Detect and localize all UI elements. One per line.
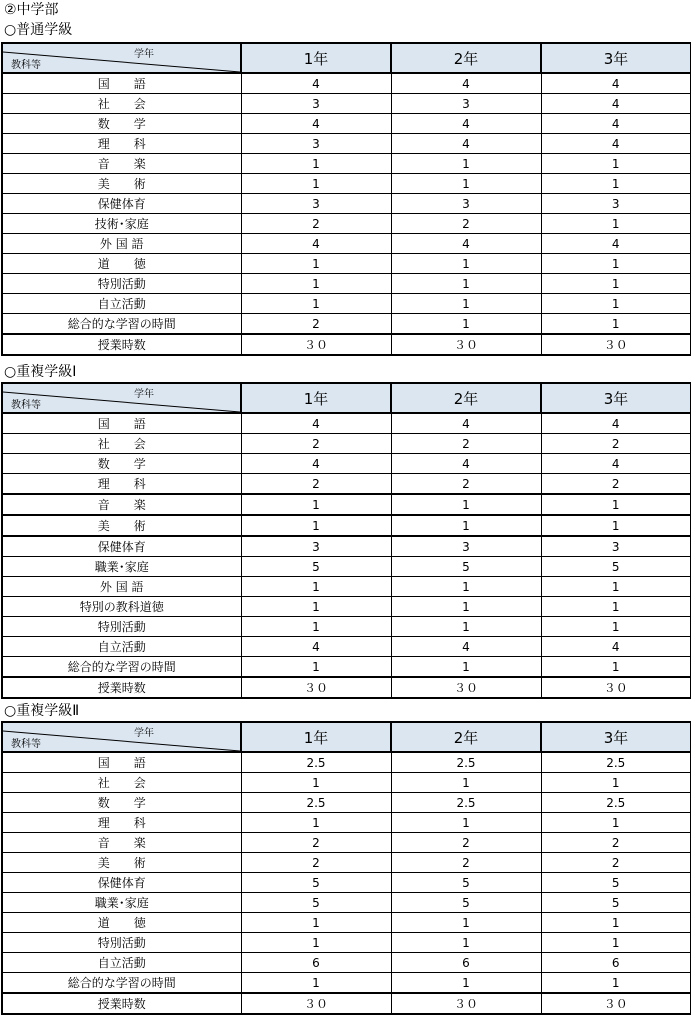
value-cell: 1 (241, 174, 391, 194)
value-cell: 4 (241, 637, 391, 657)
value-cell: 1 (391, 617, 541, 637)
value-cell: 5 (541, 557, 691, 577)
value-cell: 4 (391, 637, 541, 657)
subject-cell: 美 術 (2, 515, 241, 536)
timetable-general (1, 42, 691, 356)
value-cell: 1 (541, 913, 691, 933)
subject-cell: 職業･家庭 (2, 557, 241, 577)
value-cell: 1 (241, 773, 391, 793)
value-cell: 1 (541, 214, 691, 234)
table-row (2, 73, 691, 94)
value-cell: 2 (241, 314, 391, 335)
subject-cell: 総合的な学習の時間 (2, 657, 241, 678)
subject-cell: 音 楽 (2, 154, 241, 174)
value-cell: 3 (391, 94, 541, 114)
value-cell: 2 (391, 853, 541, 873)
subject-cell: 総合的な学習の時間 (2, 973, 241, 994)
grade-header: 3年 (541, 43, 691, 73)
grade-header: 2年 (391, 43, 541, 73)
value-cell: 1 (541, 274, 691, 294)
value-cell: 4 (541, 454, 691, 474)
subject-cell: 社 会 (2, 773, 241, 793)
subject-cell: 数 学 (2, 114, 241, 134)
table-row (2, 114, 691, 134)
grade-header-label: 学年 (134, 49, 154, 60)
total-label: 授業時数 (2, 334, 241, 355)
subject-cell: 理 科 (2, 474, 241, 495)
grade-header: 2年 (391, 722, 541, 752)
value-cell: 1 (241, 294, 391, 314)
subject-cell: 自立活動 (2, 637, 241, 657)
value-cell: 2.5 (241, 793, 391, 813)
grade-header: 1年 (241, 43, 391, 73)
value-cell: 6 (241, 953, 391, 973)
value-cell: 2 (391, 474, 541, 495)
timetable-multiple-2 (1, 721, 691, 1015)
value-cell: 1 (241, 657, 391, 678)
value-cell: 4 (241, 454, 391, 474)
table-row (2, 873, 691, 893)
table-row (2, 294, 691, 314)
value-cell: 4 (541, 114, 691, 134)
table-row (2, 454, 691, 474)
total-label: 授業時数 (2, 677, 241, 698)
header-row (2, 43, 691, 73)
value-cell: 3 (241, 194, 391, 214)
section-title: ○重複学級Ⅰ (4, 364, 77, 380)
value-cell: 1 (241, 254, 391, 274)
value-cell: 3 (391, 536, 541, 557)
subject-cell: 保健体育 (2, 194, 241, 214)
value-cell: 4 (541, 73, 691, 94)
corner-header (2, 383, 241, 413)
value-cell: 1 (391, 933, 541, 953)
table-row (2, 254, 691, 274)
grade-header: 1年 (241, 383, 391, 413)
value-cell: 1 (391, 813, 541, 833)
page-title: ②中学部 (4, 2, 59, 18)
value-cell: 1 (391, 913, 541, 933)
table-row (2, 474, 691, 495)
value-cell: 2 (241, 853, 391, 873)
subject-cell: 社 会 (2, 94, 241, 114)
value-cell: 6 (541, 953, 691, 973)
value-cell: 1 (241, 597, 391, 617)
value-cell: 2.5 (241, 752, 391, 773)
value-cell: 5 (391, 893, 541, 913)
value-cell: 5 (391, 873, 541, 893)
subject-cell: 美 術 (2, 174, 241, 194)
table-row (2, 174, 691, 194)
value-cell: 1 (541, 174, 691, 194)
table-row (2, 234, 691, 254)
subject-cell: 技術･家庭 (2, 214, 241, 234)
value-cell: 1 (241, 274, 391, 294)
value-cell: 4 (241, 234, 391, 254)
table-row (2, 617, 691, 637)
value-cell: 1 (541, 773, 691, 793)
value-cell: 2 (241, 474, 391, 495)
table-row (2, 657, 691, 678)
value-cell: 1 (541, 973, 691, 994)
value-cell: 1 (541, 515, 691, 536)
total-cell: ３０ (241, 677, 391, 698)
subject-cell: 国 語 (2, 413, 241, 434)
value-cell: 1 (391, 657, 541, 678)
section-title: ○重複学級Ⅱ (4, 703, 80, 719)
table-row (2, 274, 691, 294)
value-cell: 2 (541, 853, 691, 873)
value-cell: 4 (391, 234, 541, 254)
grade-header-label: 学年 (134, 728, 154, 739)
table-row (2, 893, 691, 913)
table-row (2, 597, 691, 617)
grade-header: 2年 (391, 383, 541, 413)
value-cell: 3 (241, 94, 391, 114)
value-cell: 4 (541, 413, 691, 434)
total-cell: ３０ (541, 334, 691, 355)
value-cell: 2 (241, 214, 391, 234)
value-cell: 1 (541, 314, 691, 335)
value-cell: 2.5 (541, 752, 691, 773)
value-cell: 2.5 (541, 793, 691, 813)
value-cell: 2.5 (391, 752, 541, 773)
value-cell: 6 (391, 953, 541, 973)
value-cell: 2 (391, 434, 541, 454)
value-cell: 1 (391, 494, 541, 515)
table-row (2, 194, 691, 214)
value-cell: 2 (541, 474, 691, 495)
value-cell: 4 (541, 637, 691, 657)
subject-cell: 外 国 語 (2, 577, 241, 597)
table-row (2, 413, 691, 434)
value-cell: 1 (241, 515, 391, 536)
total-cell: ３０ (391, 993, 541, 1014)
value-cell: 4 (391, 73, 541, 94)
subject-header-label: 教科等 (11, 739, 41, 750)
corner-header (2, 722, 241, 752)
total-row (2, 993, 691, 1014)
subject-cell: 数 学 (2, 793, 241, 813)
total-label: 授業時数 (2, 993, 241, 1014)
total-cell: ３０ (541, 677, 691, 698)
subject-cell: 総合的な学習の時間 (2, 314, 241, 335)
grade-header: 3年 (541, 383, 691, 413)
subject-cell: 理 科 (2, 813, 241, 833)
table-row (2, 853, 691, 873)
value-cell: 1 (541, 933, 691, 953)
table-row (2, 536, 691, 557)
value-cell: 1 (541, 577, 691, 597)
corner-header (2, 43, 241, 73)
table-row (2, 793, 691, 813)
value-cell: 5 (541, 893, 691, 913)
value-cell: 1 (391, 515, 541, 536)
table-row (2, 214, 691, 234)
value-cell: 1 (541, 254, 691, 274)
table-row (2, 577, 691, 597)
value-cell: 1 (391, 174, 541, 194)
value-cell: 4 (541, 94, 691, 114)
value-cell: 1 (541, 154, 691, 174)
header-row (2, 383, 691, 413)
timetable-multiple-1 (1, 382, 691, 699)
value-cell: 5 (241, 873, 391, 893)
table-row (2, 434, 691, 454)
subject-cell: 職業･家庭 (2, 893, 241, 913)
value-cell: 1 (541, 597, 691, 617)
value-cell: 2 (391, 214, 541, 234)
value-cell: 4 (541, 234, 691, 254)
value-cell: 1 (241, 973, 391, 994)
value-cell: 1 (391, 274, 541, 294)
value-cell: 3 (541, 536, 691, 557)
value-cell: 2 (541, 833, 691, 853)
value-cell: 4 (241, 114, 391, 134)
subject-cell: 道 徳 (2, 913, 241, 933)
value-cell: 4 (391, 454, 541, 474)
value-cell: 1 (241, 494, 391, 515)
subject-cell: 国 語 (2, 752, 241, 773)
grade-header-label: 学年 (134, 389, 154, 400)
value-cell: 1 (241, 154, 391, 174)
table-row (2, 154, 691, 174)
subject-cell: 保健体育 (2, 536, 241, 557)
subject-cell: 特別活動 (2, 617, 241, 637)
value-cell: 3 (541, 194, 691, 214)
subject-header-label: 教科等 (11, 60, 41, 71)
subject-cell: 外 国 語 (2, 234, 241, 254)
total-cell: ３０ (391, 677, 541, 698)
value-cell: 1 (541, 294, 691, 314)
total-cell: ３０ (391, 334, 541, 355)
header-row (2, 722, 691, 752)
value-cell: 1 (391, 577, 541, 597)
value-cell: 2 (391, 833, 541, 853)
value-cell: 2.5 (391, 793, 541, 813)
subject-cell: 特別活動 (2, 274, 241, 294)
value-cell: 3 (391, 194, 541, 214)
table-row (2, 752, 691, 773)
value-cell: 1 (541, 617, 691, 637)
subject-cell: 自立活動 (2, 294, 241, 314)
value-cell: 1 (241, 813, 391, 833)
table-row (2, 813, 691, 833)
subject-cell: 道 徳 (2, 254, 241, 274)
value-cell: 1 (391, 154, 541, 174)
value-cell: 1 (541, 657, 691, 678)
subject-cell: 数 学 (2, 454, 241, 474)
value-cell: 2 (241, 833, 391, 853)
subject-cell: 音 楽 (2, 494, 241, 515)
value-cell: 3 (241, 536, 391, 557)
subject-cell: 自立活動 (2, 953, 241, 973)
table-row (2, 557, 691, 577)
total-cell: ３０ (541, 993, 691, 1014)
table-row (2, 494, 691, 515)
table-row (2, 94, 691, 114)
subject-cell: 特別の教科道徳 (2, 597, 241, 617)
value-cell: 4 (391, 114, 541, 134)
value-cell: 1 (391, 254, 541, 274)
value-cell: 1 (391, 314, 541, 335)
value-cell: 1 (391, 294, 541, 314)
table-row (2, 833, 691, 853)
value-cell: 1 (391, 973, 541, 994)
value-cell: 5 (241, 557, 391, 577)
value-cell: 4 (391, 413, 541, 434)
value-cell: 2 (541, 434, 691, 454)
value-cell: 1 (241, 617, 391, 637)
value-cell: 5 (241, 893, 391, 913)
total-row (2, 677, 691, 698)
value-cell: 1 (241, 913, 391, 933)
value-cell: 4 (241, 413, 391, 434)
subject-cell: 保健体育 (2, 873, 241, 893)
subject-cell: 理 科 (2, 134, 241, 154)
table-row (2, 637, 691, 657)
section-title: ○普通学級 (4, 22, 73, 38)
value-cell: 1 (541, 494, 691, 515)
value-cell: 5 (541, 873, 691, 893)
value-cell: 2 (241, 434, 391, 454)
table-row (2, 953, 691, 973)
value-cell: 4 (541, 134, 691, 154)
table-row (2, 773, 691, 793)
table-row (2, 973, 691, 994)
value-cell: 4 (391, 134, 541, 154)
subject-cell: 特別活動 (2, 933, 241, 953)
table-row (2, 913, 691, 933)
value-cell: 4 (241, 73, 391, 94)
table-row (2, 314, 691, 335)
value-cell: 1 (241, 577, 391, 597)
grade-header: 1年 (241, 722, 391, 752)
table-row (2, 515, 691, 536)
subject-cell: 美 術 (2, 853, 241, 873)
total-row (2, 334, 691, 355)
table-row (2, 933, 691, 953)
subject-cell: 社 会 (2, 434, 241, 454)
value-cell: 3 (241, 134, 391, 154)
subject-cell: 音 楽 (2, 833, 241, 853)
total-cell: ３０ (241, 993, 391, 1014)
value-cell: 1 (241, 933, 391, 953)
value-cell: 1 (541, 813, 691, 833)
total-cell: ３０ (241, 334, 391, 355)
grade-header: 3年 (541, 722, 691, 752)
subject-cell: 国 語 (2, 73, 241, 94)
value-cell: 5 (391, 557, 541, 577)
value-cell: 1 (391, 773, 541, 793)
table-row (2, 134, 691, 154)
subject-header-label: 教科等 (11, 400, 41, 411)
value-cell: 1 (391, 597, 541, 617)
